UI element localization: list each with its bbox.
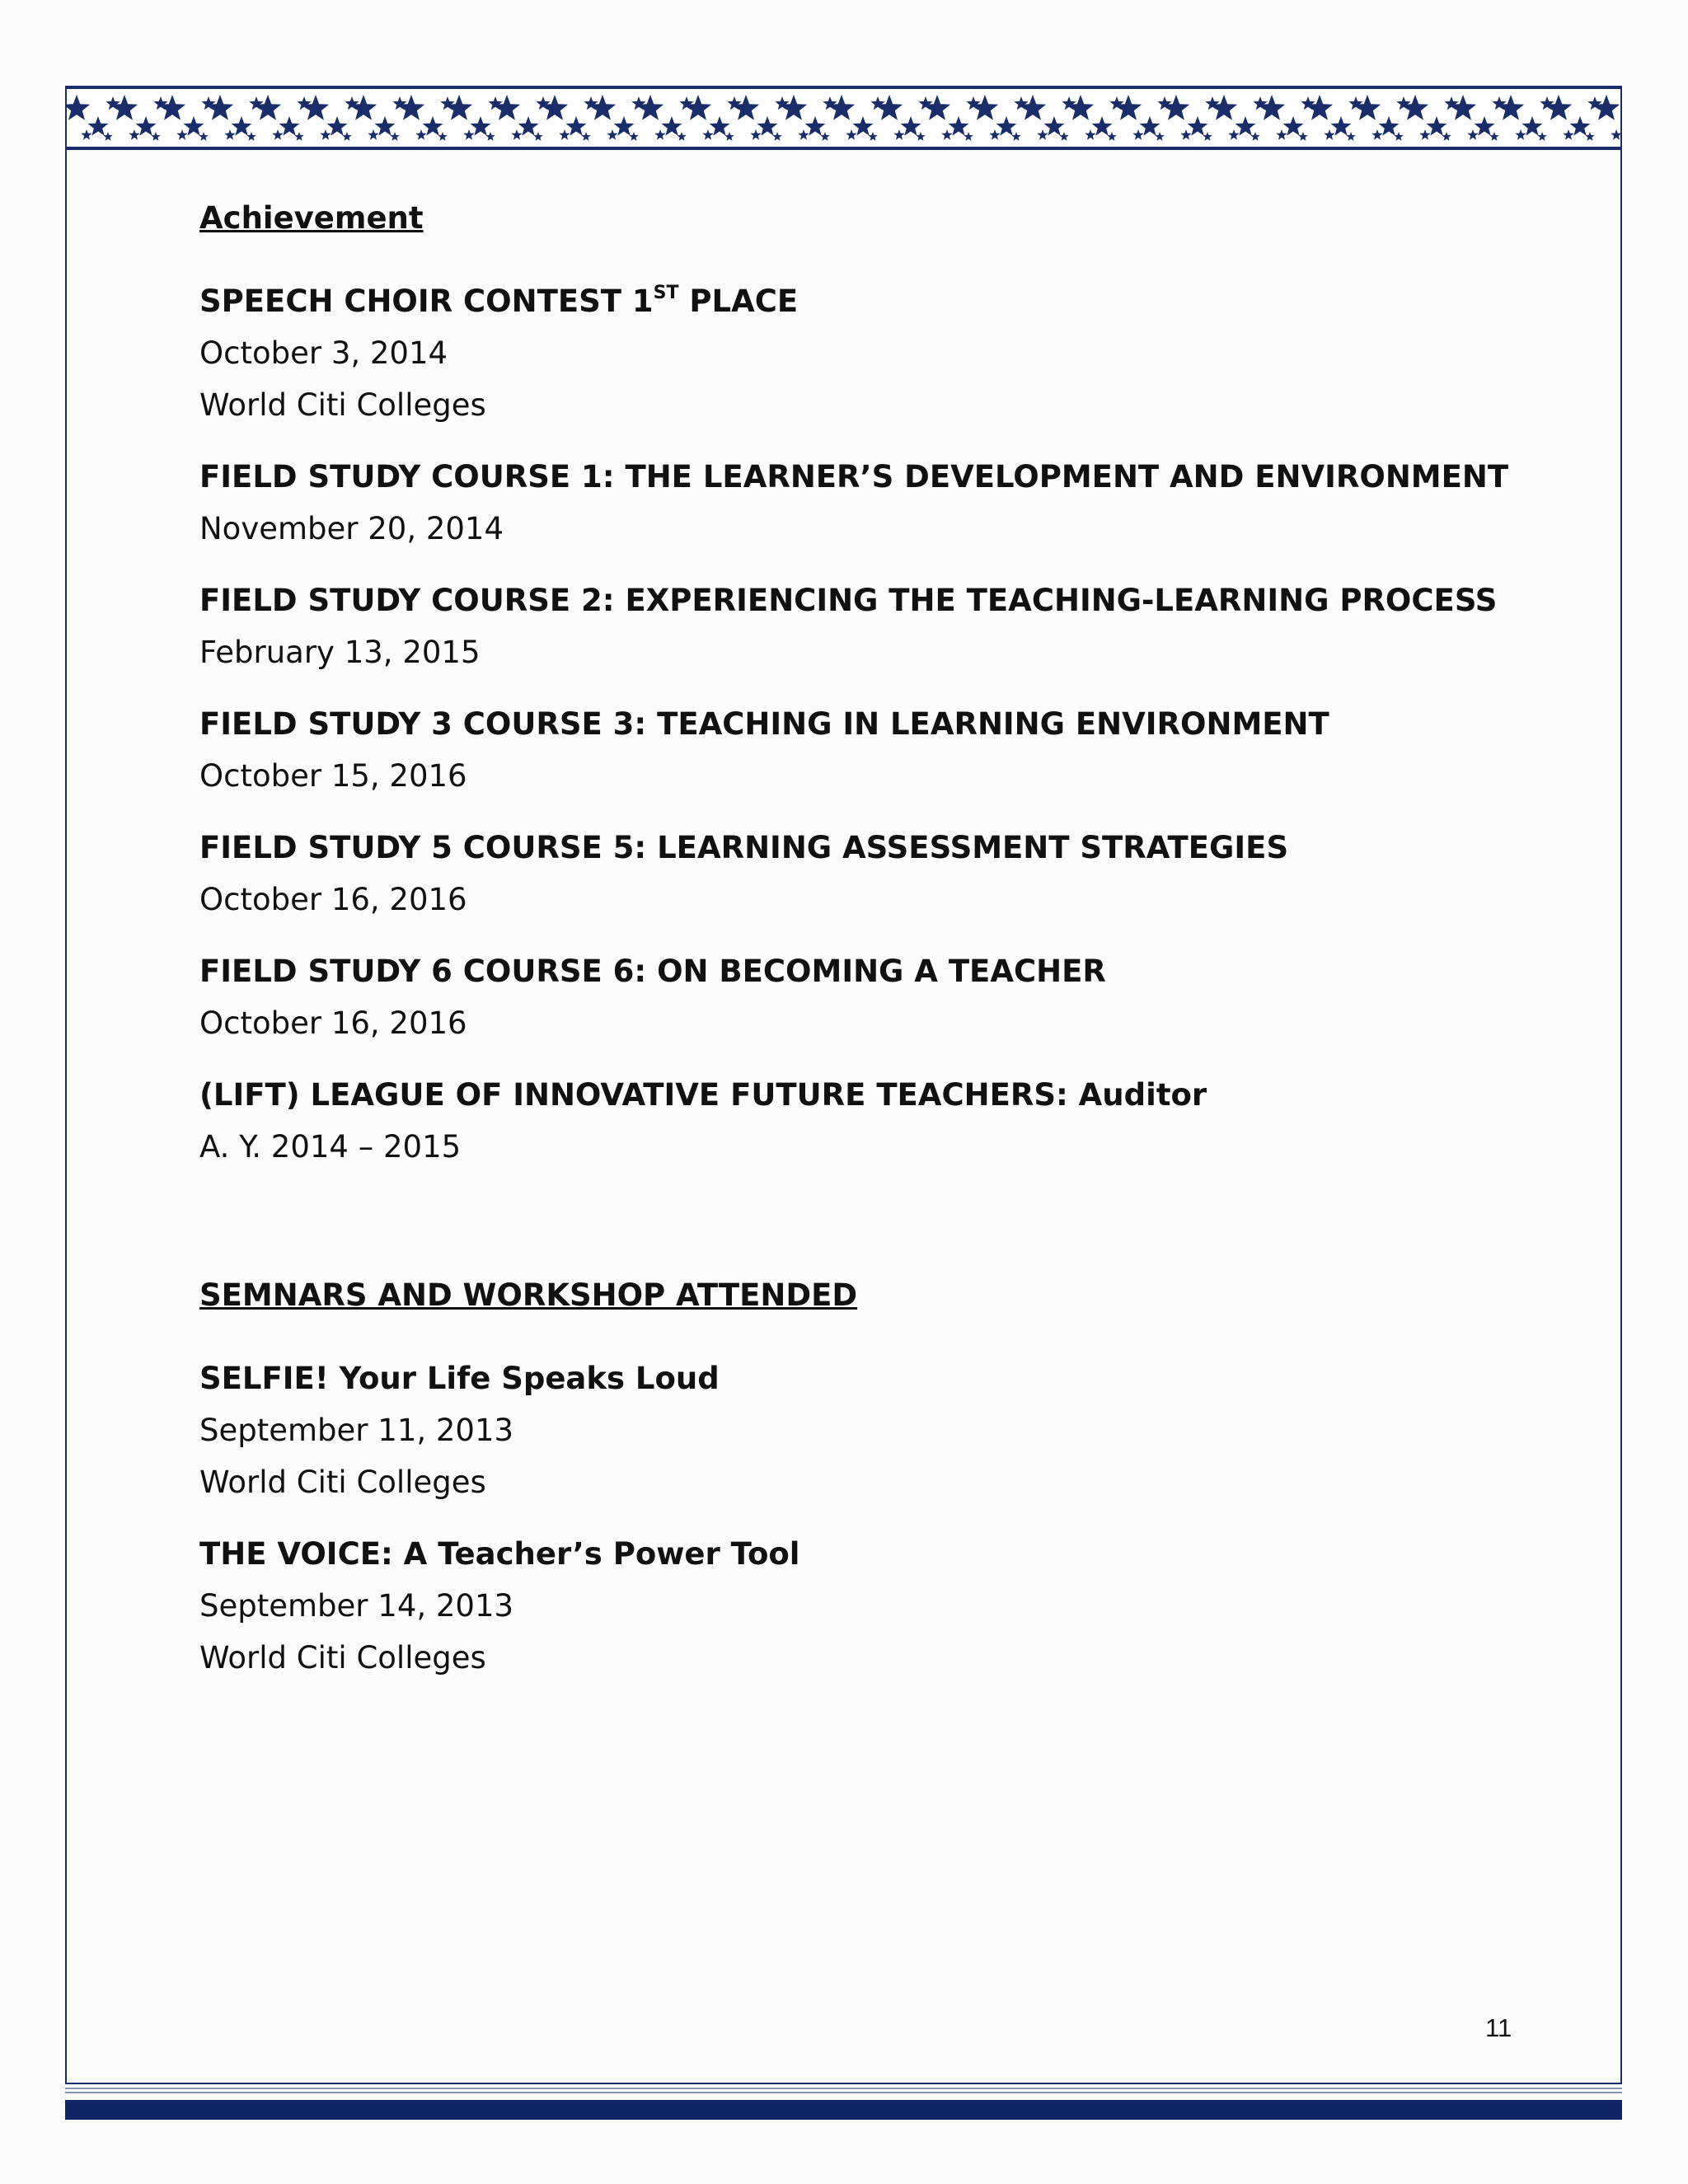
achievement-entry [199, 451, 1518, 555]
achievement-section [199, 194, 1518, 1173]
entry-title-text: FIELD STUDY 5 COURSE 5: LEARNING ASSESSMENT STRATEGIES [199, 830, 1289, 865]
entry-title-text: SELFIE! Your Life Speaks Loud [199, 1361, 720, 1396]
entry-date: September 14, 2013 [199, 1588, 514, 1624]
seminar-entry [199, 1528, 1518, 1684]
entry-venue: World Citi Colleges [199, 387, 486, 423]
entry-date: October 15, 2016 [199, 758, 467, 794]
entry-date: September 11, 2013 [199, 1413, 514, 1448]
entry-title [199, 451, 1518, 503]
achievement-heading: Achievement [199, 200, 424, 236]
entry-title-text: FIELD STUDY COURSE 2: EXPERIENCING THE TEACHING-LEARNING PROCESS [199, 583, 1498, 618]
entry-title [199, 1069, 1518, 1121]
seminars-heading: SEMNARS AND WORKSHOP ATTENDED [199, 1277, 858, 1313]
achievement-entry [199, 698, 1518, 802]
entry-date: November 20, 2014 [199, 511, 504, 546]
section-spacer [199, 1193, 1518, 1272]
achievement-entry [199, 574, 1518, 678]
page-content [199, 194, 1518, 1704]
entry-title [199, 822, 1518, 874]
entry-title [199, 574, 1518, 626]
page-number: 11 [1485, 2013, 1512, 2042]
entry-date: October 16, 2016 [199, 882, 467, 917]
achievement-entry [199, 275, 1518, 431]
entry-title-text: (LIFT) LEAGUE OF INNOVATIVE FUTURE TEACHERS: Auditor [199, 1077, 1207, 1113]
entry-date: A. Y. 2014 – 2015 [199, 1129, 462, 1165]
entry-venue: World Citi Colleges [199, 1640, 486, 1675]
entry-title-text: FIELD STUDY 6 COURSE 6: ON BECOMING A TEACHER [199, 954, 1106, 989]
footer-rule [65, 2088, 1622, 2093]
entry-title [199, 1352, 1518, 1404]
entry-title [199, 698, 1518, 750]
entry-date: February 13, 2015 [199, 635, 481, 670]
seminar-entry [199, 1352, 1518, 1508]
achievement-entry [199, 945, 1518, 1049]
achievement-entry [199, 1069, 1518, 1173]
entry-date: October 16, 2016 [199, 1005, 467, 1041]
entry-title [199, 1528, 1518, 1580]
seminars-section [199, 1272, 1518, 1684]
footer-bar [65, 2100, 1622, 2120]
achievement-entry [199, 822, 1518, 926]
entry-title-tail: PLACE [678, 284, 799, 319]
entry-title-text: THE VOICE: A Teacher’s Power Tool [199, 1536, 800, 1572]
entry-date: October 3, 2014 [199, 335, 448, 371]
entry-venue: World Citi Colleges [199, 1465, 486, 1500]
entry-title [199, 275, 1518, 327]
entry-title-text: FIELD STUDY COURSE 1: THE LEARNER’S DEVELOPMENT AND ENVIRONMENT [199, 459, 1509, 494]
entry-title-superscript: ST [653, 283, 679, 303]
entry-title-text: FIELD STUDY 3 COURSE 3: TEACHING IN LEARNING ENVIRONMENT [199, 706, 1329, 742]
entry-title [199, 945, 1518, 997]
entry-title-text: SPEECH CHOIR CONTEST 1 [199, 284, 654, 319]
